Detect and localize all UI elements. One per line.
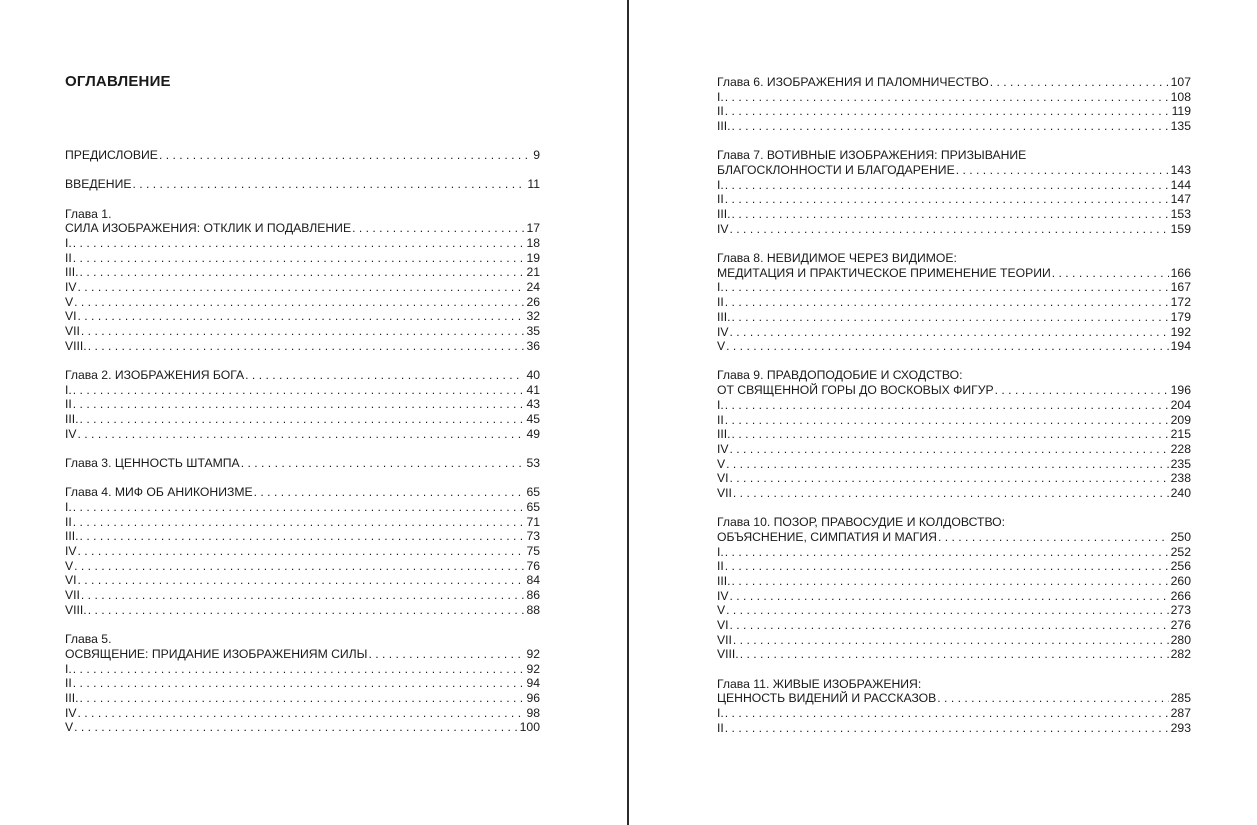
dot-leader xyxy=(732,574,1169,589)
toc-entry-page-number: 179 xyxy=(1170,309,1191,324)
toc-entry-page-number: 192 xyxy=(1170,324,1191,339)
toc-entry-label: II xyxy=(717,104,724,119)
toc-entry-page-number: 18 xyxy=(526,235,540,250)
dot-leader xyxy=(81,588,525,603)
toc-entry-label: I. xyxy=(717,280,724,295)
dot-leader xyxy=(725,192,1169,207)
dot-leader xyxy=(73,397,525,412)
toc-entry-page-number: 238 xyxy=(1170,471,1191,486)
toc-entry[interactable] xyxy=(65,456,540,471)
toc-entry-label: II xyxy=(717,192,724,207)
toc-entry-label: VII xyxy=(65,588,80,603)
dot-leader xyxy=(725,413,1169,428)
toc-entry-page-number: 19 xyxy=(526,250,540,265)
dot-leader xyxy=(937,691,1168,706)
toc-entry[interactable] xyxy=(65,368,540,383)
toc-entry[interactable] xyxy=(65,676,540,691)
toc-entry[interactable] xyxy=(65,529,540,544)
toc-entry[interactable] xyxy=(717,545,1191,560)
toc-entry-page-number: 41 xyxy=(526,382,540,397)
toc-entry-page-number: 65 xyxy=(526,485,540,500)
dot-leader xyxy=(732,119,1169,134)
toc-entry-label: V xyxy=(65,720,74,735)
toc-entry-page-number: 147 xyxy=(1170,192,1191,207)
toc-entry-label: I. xyxy=(717,89,724,104)
toc-entry-label: I. xyxy=(717,544,724,559)
dot-leader xyxy=(730,325,1169,340)
toc-entry[interactable] xyxy=(717,427,1191,442)
toc-entry-page-number: 92 xyxy=(526,661,540,676)
toc-entry[interactable] xyxy=(65,324,540,339)
toc-entry[interactable] xyxy=(717,589,1191,604)
toc-entry-label: IV xyxy=(717,588,729,603)
toc-entry-label: IV xyxy=(65,426,77,441)
toc-entry-page-number: 209 xyxy=(1170,412,1191,427)
toc-entry-page-number: 167 xyxy=(1170,280,1191,295)
toc-entry-page-number: 119 xyxy=(1171,104,1191,119)
toc-entry-page-number: 86 xyxy=(526,588,540,603)
dot-leader xyxy=(78,309,525,324)
toc-entry-page-number: 153 xyxy=(1170,207,1191,222)
toc-entry-label: II xyxy=(65,397,72,412)
toc-entry-page-number: 135 xyxy=(1170,119,1191,134)
toc-entry-label: II xyxy=(717,559,724,574)
toc-entry-page-number: 75 xyxy=(526,544,540,559)
chapter-heading: Глава 8. НЕВИДИМОЕ ЧЕРЕЗ ВИДИМОЕ: xyxy=(717,251,957,266)
toc-entry[interactable] xyxy=(717,383,1191,398)
toc-entry[interactable] xyxy=(717,457,1191,472)
toc-entry-label: ЦЕННОСТЬ ВИДЕНИЙ И РАССКАЗОВ xyxy=(717,691,937,706)
dot-leader xyxy=(730,618,1169,633)
dot-leader xyxy=(80,529,525,544)
toc-entry-page-number: 282 xyxy=(1170,647,1191,662)
toc-group xyxy=(717,515,1191,662)
dot-leader xyxy=(732,207,1169,222)
dot-leader xyxy=(73,662,525,677)
toc-entry-label: II xyxy=(65,250,72,265)
dot-leader xyxy=(78,706,525,721)
dot-leader xyxy=(73,251,525,266)
toc-entry-page-number: 250 xyxy=(1170,529,1191,544)
toc-entry[interactable] xyxy=(717,192,1191,207)
toc-entry[interactable] xyxy=(65,427,540,442)
toc-entry-label: V xyxy=(65,558,74,573)
dot-leader xyxy=(725,398,1169,413)
toc-entry-page-number: 84 xyxy=(526,573,540,588)
toc-entry[interactable] xyxy=(717,721,1191,736)
toc-entry-page-number: 92 xyxy=(526,646,540,661)
toc-entry-label: VII xyxy=(717,485,732,500)
toc-entry-page-number: 235 xyxy=(1170,456,1191,471)
toc-group xyxy=(65,456,540,471)
dot-leader xyxy=(725,178,1169,193)
toc-entry-label: V xyxy=(717,339,726,354)
toc-entry[interactable] xyxy=(717,618,1191,633)
toc-entry[interactable] xyxy=(717,413,1191,428)
toc-entry-label: БЛАГОСКЛОННОСТИ И БЛАГОДАРЕНИЕ xyxy=(717,163,955,178)
toc-entry-label: ОСВЯЩЕНИЕ: ПРИДАНИЕ ИЗОБРАЖЕНИЯМ СИЛЫ xyxy=(65,646,368,661)
toc-entry-page-number: 166 xyxy=(1170,265,1191,280)
dot-leader xyxy=(725,706,1169,721)
dot-leader xyxy=(73,676,525,691)
toc-group xyxy=(65,207,540,354)
toc-entry[interactable] xyxy=(717,325,1191,340)
toc-entry-label: I. xyxy=(65,235,72,250)
toc-entry-label: I. xyxy=(717,706,724,721)
toc-entry[interactable] xyxy=(717,574,1191,589)
dot-leader xyxy=(74,559,524,574)
toc-entry-label: V xyxy=(717,603,726,618)
toc-entry-page-number: 143 xyxy=(1170,163,1191,178)
toc-entry-page-number: 107 xyxy=(1170,75,1191,89)
toc-entry[interactable] xyxy=(717,310,1191,325)
toc-entry[interactable] xyxy=(717,559,1191,574)
dot-leader xyxy=(80,412,525,427)
toc-entry-label: IV xyxy=(65,544,77,559)
toc-group xyxy=(717,677,1191,736)
dot-leader xyxy=(995,383,1169,398)
toc-entry-page-number: 276 xyxy=(1170,618,1191,633)
toc-entry-page-number: 280 xyxy=(1170,632,1191,647)
toc-entry-page-number: 287 xyxy=(1170,706,1191,721)
toc-entry-label: I. xyxy=(717,397,724,412)
toc-entry-page-number: 88 xyxy=(526,602,540,617)
toc-entry-label: ВВЕДЕНИЕ xyxy=(65,177,132,192)
toc-entry-page-number: 11 xyxy=(527,177,540,192)
toc-entry-page-number: 293 xyxy=(1170,720,1191,735)
toc-entry-page-number: 159 xyxy=(1170,221,1191,236)
toc-entry[interactable] xyxy=(65,544,540,559)
dot-leader xyxy=(368,647,524,662)
dot-leader xyxy=(725,295,1169,310)
toc-entry[interactable] xyxy=(717,207,1191,222)
toc-group xyxy=(65,632,540,735)
toc-entry-label: I. xyxy=(65,500,72,515)
toc-entry-page-number: 273 xyxy=(1170,603,1191,618)
toc-entry[interactable] xyxy=(65,706,540,721)
toc-entry-label: IV xyxy=(65,280,77,294)
toc-entry[interactable] xyxy=(717,486,1191,501)
chapter-heading: Глава 10. ПОЗОР, ПРАВОСУДИЕ И КОЛДОВСТВО: xyxy=(717,515,1006,530)
toc-entry[interactable] xyxy=(65,280,540,295)
toc-entry-label: III. xyxy=(717,309,731,324)
toc-entry-page-number: 285 xyxy=(1170,691,1191,706)
toc-entry-page-number: 94 xyxy=(526,676,540,691)
toc-entry-label: Глава 4. МИФ ОБ АНИКОНИЗМЕ xyxy=(65,485,253,500)
toc-entry-label: ОТ СВЯЩЕННОЙ ГОРЫ ДО ВОСКОВЫХ ФИГУР xyxy=(717,383,994,398)
dot-leader xyxy=(725,280,1169,295)
dot-leader xyxy=(80,691,525,706)
toc-entry-page-number: 49 xyxy=(526,426,540,441)
toc-entry[interactable] xyxy=(65,177,540,192)
toc-entry[interactable] xyxy=(717,266,1191,281)
dot-leader xyxy=(74,720,518,735)
toc-entry-label: III. xyxy=(717,574,731,588)
toc-entry[interactable] xyxy=(717,530,1191,545)
dot-leader xyxy=(733,633,1169,648)
dot-leader xyxy=(159,148,531,163)
toc-entry[interactable] xyxy=(65,412,540,427)
toc-group xyxy=(717,75,1191,134)
toc-entry-page-number: 73 xyxy=(526,529,540,544)
toc-entry[interactable] xyxy=(717,280,1191,295)
dot-leader xyxy=(88,339,525,354)
toc-entry-label: ОБЪЯСНЕНИЕ, СИМПАТИЯ И МАГИЯ xyxy=(717,529,937,544)
toc-entry-label: VIII. xyxy=(717,647,739,662)
toc-entry[interactable] xyxy=(717,163,1191,178)
dot-leader xyxy=(81,324,525,339)
toc-entry-label: II xyxy=(65,514,72,529)
toc-entry-page-number: 172 xyxy=(1170,295,1191,310)
toc-entry-label: I. xyxy=(717,177,724,192)
dot-leader xyxy=(730,471,1169,486)
toc-entry-label: IV xyxy=(717,441,729,456)
toc-entries-left xyxy=(65,148,540,750)
toc-entries-right xyxy=(717,75,1191,750)
toc-entry-page-number: 194 xyxy=(1170,339,1191,354)
toc-entry-page-number: 204 xyxy=(1170,397,1191,412)
toc-entry[interactable] xyxy=(717,398,1191,413)
toc-entry[interactable] xyxy=(717,295,1191,310)
dot-leader xyxy=(733,486,1169,501)
toc-entry-label: VI xyxy=(65,573,77,588)
toc-entry-label: III. xyxy=(717,427,731,442)
dot-leader xyxy=(241,456,525,471)
toc-entry-page-number: 9 xyxy=(533,148,540,162)
toc-entry[interactable] xyxy=(717,104,1191,119)
toc-entry-label: VIII. xyxy=(65,338,87,353)
toc-entry[interactable] xyxy=(65,251,540,266)
dot-leader xyxy=(78,280,525,295)
toc-entry-label: II xyxy=(717,412,724,427)
toc-entry-label: МЕДИТАЦИЯ И ПРАКТИЧЕСКОЕ ПРИМЕНЕНИЕ ТЕОРИИ xyxy=(717,265,1051,280)
toc-entry-page-number: 43 xyxy=(526,397,540,412)
dot-leader xyxy=(73,515,525,530)
dot-leader xyxy=(725,559,1169,574)
toc-entry[interactable] xyxy=(717,442,1191,457)
toc-group xyxy=(717,368,1191,500)
dot-leader xyxy=(730,222,1169,237)
dot-leader xyxy=(73,236,525,251)
toc-entry[interactable] xyxy=(65,397,540,412)
toc-entry-label: III. xyxy=(717,207,731,222)
dot-leader xyxy=(740,647,1169,662)
toc-entry-label: III. xyxy=(65,265,79,280)
dot-leader xyxy=(78,427,525,442)
toc-entry-label: VI xyxy=(717,471,729,486)
dot-leader xyxy=(732,427,1169,442)
page-spine-divider xyxy=(627,0,629,825)
toc-entry-label: Глава 3. ЦЕННОСТЬ ШТАМПА xyxy=(65,456,240,471)
toc-group xyxy=(65,177,540,192)
toc-entry-page-number: 260 xyxy=(1170,574,1191,588)
toc-entry[interactable] xyxy=(717,706,1191,721)
toc-entry[interactable] xyxy=(65,603,540,618)
toc-entry[interactable] xyxy=(717,90,1191,105)
toc-entry[interactable] xyxy=(717,603,1191,618)
toc-entry-page-number: 36 xyxy=(526,338,540,353)
toc-entry[interactable] xyxy=(65,383,540,398)
toc-entry-page-number: 24 xyxy=(526,280,540,294)
chapter-heading: Глава 9. ПРАВДОПОДОБИЕ И СХОДСТВО: xyxy=(717,368,963,383)
toc-entry[interactable] xyxy=(717,691,1191,706)
chapter-heading: Глава 5. xyxy=(65,632,112,647)
toc-entry[interactable] xyxy=(65,221,540,236)
toc-entry-label: III. xyxy=(717,119,731,134)
dot-leader xyxy=(80,265,525,280)
toc-entry-page-number: 35 xyxy=(526,324,540,339)
toc-entry[interactable] xyxy=(717,647,1191,662)
toc-entry-page-number: 266 xyxy=(1170,588,1191,603)
toc-entry[interactable] xyxy=(65,720,540,735)
dot-leader xyxy=(990,75,1169,90)
toc-entry[interactable] xyxy=(65,647,540,662)
toc-entry[interactable] xyxy=(717,119,1191,134)
dot-leader xyxy=(725,90,1169,105)
toc-entry-page-number: 144 xyxy=(1170,177,1191,192)
toc-entry-label: V xyxy=(65,294,74,309)
toc-entry[interactable] xyxy=(717,471,1191,486)
dot-leader xyxy=(78,544,525,559)
toc-entry-page-number: 76 xyxy=(526,558,540,573)
toc-entry-label: V xyxy=(717,456,726,471)
toc-entry-page-number: 21 xyxy=(526,265,540,280)
dot-leader xyxy=(726,339,1169,354)
toc-entry-label: III. xyxy=(65,690,79,705)
toc-entry-label: I. xyxy=(65,382,72,397)
toc-entry[interactable] xyxy=(65,662,540,677)
dot-leader xyxy=(78,573,525,588)
toc-entry[interactable] xyxy=(65,485,540,500)
toc-entry-label: СИЛА ИЗОБРАЖЕНИЯ: ОТКЛИК И ПОДАВЛЕНИЕ xyxy=(65,221,352,236)
toc-entry[interactable] xyxy=(717,339,1191,354)
dot-leader xyxy=(88,603,525,618)
dot-leader xyxy=(725,545,1169,560)
toc-entry[interactable] xyxy=(65,236,540,251)
toc-entry[interactable] xyxy=(717,222,1191,237)
dot-leader xyxy=(956,163,1169,178)
dot-leader xyxy=(730,589,1169,604)
chapter-heading: Глава 1. xyxy=(65,206,112,221)
dot-leader xyxy=(73,383,525,398)
toc-entry-page-number: 26 xyxy=(526,294,540,309)
dot-leader xyxy=(726,603,1169,618)
toc-entry-label: Глава 2. ИЗОБРАЖЕНИЯ БОГА xyxy=(65,368,245,383)
dot-leader xyxy=(938,530,1169,545)
toc-entry-label: IV xyxy=(717,324,729,339)
toc-entry-label: VI xyxy=(717,618,729,633)
toc-entry-page-number: 196 xyxy=(1170,383,1191,398)
toc-entry-label: VI xyxy=(65,309,77,324)
toc-group xyxy=(65,148,540,163)
chapter-heading: Глава 7. ВОТИВНЫЕ ИЗОБРАЖЕНИЯ: ПРИЗЫВАНИЕ xyxy=(717,148,1027,163)
dot-leader xyxy=(732,310,1169,325)
toc-entry-page-number: 108 xyxy=(1170,89,1191,104)
dot-leader xyxy=(254,485,525,500)
dot-leader xyxy=(726,457,1169,472)
toc-entry[interactable] xyxy=(65,309,540,324)
toc-entry-label: VIII. xyxy=(65,602,87,617)
dot-leader xyxy=(725,721,1169,736)
dot-leader xyxy=(730,442,1169,457)
dot-leader xyxy=(74,295,524,310)
toc-entry-page-number: 96 xyxy=(526,690,540,705)
toc-entry-label: Глава 6. ИЗОБРАЖЕНИЯ И ПАЛОМНИЧЕСТВО xyxy=(717,75,989,89)
toc-entry[interactable] xyxy=(65,691,540,706)
toc-entry-label: II xyxy=(65,676,72,691)
toc-group xyxy=(65,485,540,617)
dot-leader xyxy=(132,177,525,192)
toc-entry-page-number: 53 xyxy=(526,456,540,471)
toc-entry[interactable] xyxy=(717,178,1191,193)
toc-entry-label: III. xyxy=(65,412,79,427)
toc-entry-page-number: 100 xyxy=(519,720,540,735)
toc-group xyxy=(65,368,540,441)
toc-entry[interactable] xyxy=(65,339,540,354)
toc-entry-label: IV xyxy=(717,221,729,236)
toc-entry-page-number: 45 xyxy=(526,412,540,427)
toc-entry-page-number: 32 xyxy=(526,309,540,324)
toc-entry[interactable] xyxy=(717,75,1191,90)
dot-leader xyxy=(1052,266,1169,281)
dot-leader xyxy=(725,104,1170,119)
toc-entry[interactable] xyxy=(65,559,540,574)
toc-entry-label: VII xyxy=(717,632,732,647)
toc-group xyxy=(717,251,1191,354)
toc-entry-page-number: 252 xyxy=(1170,544,1191,559)
toc-entry-label: II xyxy=(717,295,724,310)
toc-entry[interactable] xyxy=(65,500,540,515)
toc-entry[interactable] xyxy=(65,265,540,280)
toc-entry-page-number: 40 xyxy=(526,368,540,383)
toc-entry[interactable] xyxy=(65,295,540,310)
toc-group xyxy=(717,148,1191,236)
toc-entry-label: II xyxy=(717,720,724,735)
toc-entry-page-number: 98 xyxy=(526,705,540,720)
toc-entry-label: ПРЕДИСЛОВИЕ xyxy=(65,148,158,162)
chapter-heading: Глава 11. ЖИВЫЕ ИЗОБРАЖЕНИЯ: xyxy=(717,676,922,691)
toc-entry-page-number: 71 xyxy=(526,514,540,529)
toc-entry-label: I. xyxy=(65,661,72,676)
toc-entry-page-number: 65 xyxy=(526,500,540,515)
toc-entry[interactable] xyxy=(65,588,540,603)
toc-entry-label: IV xyxy=(65,705,77,720)
dot-leader xyxy=(245,368,524,383)
toc-entry[interactable] xyxy=(717,633,1191,648)
toc-entry[interactable] xyxy=(65,515,540,530)
toc-entry-label: III. xyxy=(65,529,79,544)
toc-entry[interactable] xyxy=(65,148,540,163)
toc-entry-page-number: 215 xyxy=(1170,427,1191,442)
toc-entry-page-number: 256 xyxy=(1170,559,1191,574)
toc-entry[interactable] xyxy=(65,573,540,588)
toc-entry-label: VII xyxy=(65,324,80,339)
dot-leader xyxy=(352,221,524,236)
dot-leader xyxy=(73,500,525,515)
toc-entry-page-number: 17 xyxy=(526,221,540,236)
toc-title: ОГЛАВЛЕНИЕ xyxy=(65,73,171,90)
toc-entry-page-number: 228 xyxy=(1170,441,1191,456)
toc-entry-page-number: 240 xyxy=(1170,485,1191,500)
